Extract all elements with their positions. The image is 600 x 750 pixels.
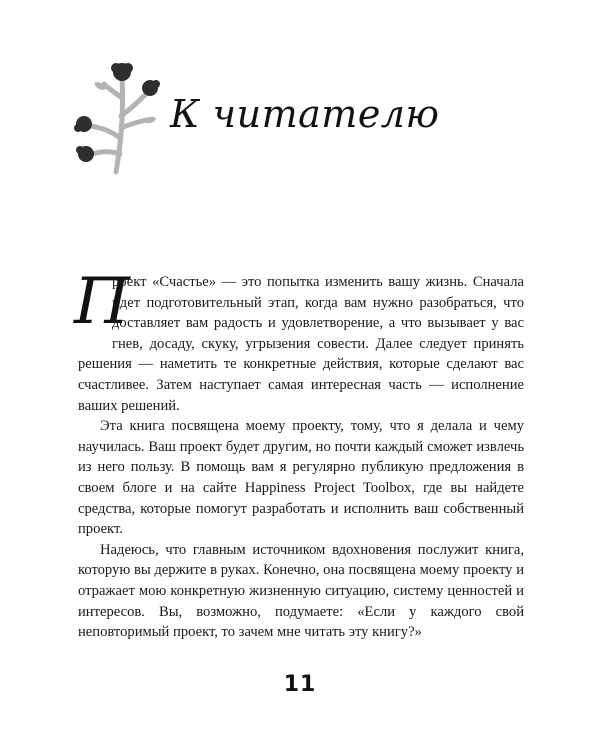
paragraph-1-text: роект «Счастье» — это попытка изменить вашу жизнь. Сначала идет подготовительный этап, когда вам нужно разобраться, что доставляет вам радость и удовлетворение, а что вызывает у вас гнев, досаду, скуку, угрызения совести. Далее следует принять решения — наметить те конкретные действия, которые сделают вас счастливее. Затем наступает самая интересная часть — исполнение ваших решений. — [78, 274, 524, 414]
paragraph-3: Надеюсь, что главным источником вдохновения послужит книга, которую вы держите в руках. Конечно, она посвящена моему проекту и отражает мою конкретную жизненную ситуацию, систему ценностей и интересов. Вы, возможно, подумаете: «Если у каждого свой неповторимый проект, то зачем мне читать эту книгу?» — [78, 541, 524, 641]
paragraph-1 — [74, 265, 524, 416]
drop-cap: П — [74, 265, 130, 339]
body-text — [74, 265, 524, 643]
page-number: 11 — [283, 672, 317, 697]
paragraph-2: Эта книга посвящена моему проекту, тому, что я делала и чему научилась. Ваш проект будет другим, но почти каждый сможет извлечь из него пользу. В помощь вам я регулярно публикую предложения в своем блоге и на сайте Happiness Project Toolbox, где вы найдете средства, которые помогут разработать и исполнить ваш собственный проект. — [78, 418, 524, 538]
chapter-title: К читателю — [170, 92, 440, 136]
flower-branch-icon — [70, 58, 166, 176]
